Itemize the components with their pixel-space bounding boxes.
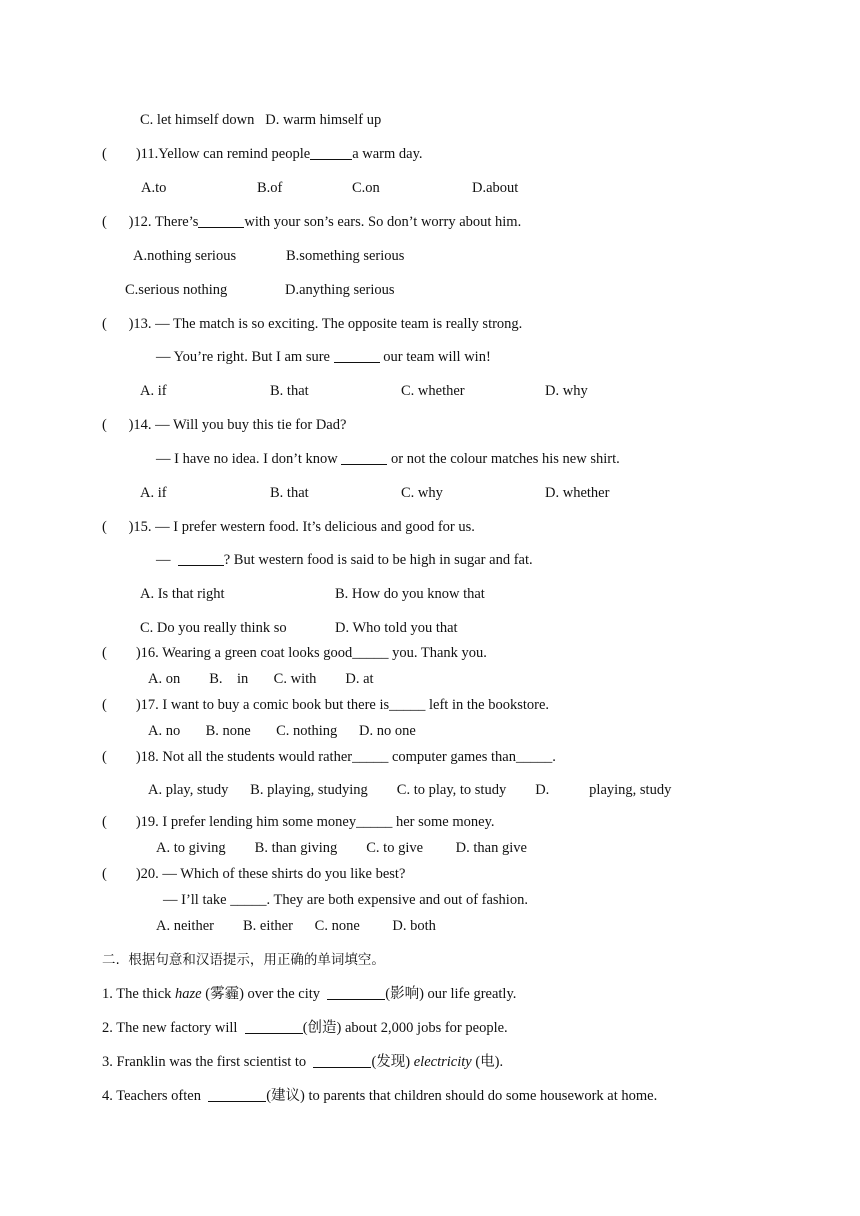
answer-blank[interactable] [341, 463, 387, 465]
q13-line [102, 315, 522, 333]
q19-options[interactable]: A. to giving B. than giving C. to give D. than give [156, 840, 527, 856]
question-stem: 17. I want to buy a comic book but there is_____ left in the bookstore. [140, 697, 550, 713]
answer-paren[interactable]: ( ) [102, 146, 141, 162]
answer-blank[interactable] [198, 226, 244, 228]
sentence-text: 1. The thick [102, 986, 176, 1002]
q18-options[interactable]: A. play, study B. playing, studying C. to play, to study D. playing, study [148, 782, 672, 798]
answer-paren[interactable]: ( ) [102, 866, 141, 882]
q20-line [102, 865, 405, 883]
answer-paren[interactable]: ( ) [102, 814, 141, 830]
q15-option-c[interactable]: C. Do you really think so [140, 620, 287, 636]
question-stem: 11.Yellow can remind people [140, 146, 311, 162]
answer-blank[interactable] [310, 158, 352, 160]
answer-paren[interactable]: ( ) [102, 645, 141, 661]
question-stem: 19. I prefer lending him some money_____ her some money. [140, 814, 495, 830]
reply-text-end: or not the colour matches his new shirt. [391, 451, 620, 467]
q14-line [102, 416, 346, 434]
q20-reply: — I’ll take _____. They are both expensive and out of fashion. [163, 892, 528, 908]
q12-option-a[interactable]: A.nothing serious [133, 248, 237, 264]
q11-option-d[interactable]: D.about [472, 180, 519, 196]
sentence-text: 3. Franklin was the first scientist to [102, 1054, 314, 1070]
question-stem: 20. — Which of these shirts do you like best? [140, 866, 406, 882]
q15-option-a[interactable]: A. Is that right [140, 586, 225, 602]
fill-blank[interactable] [208, 1100, 266, 1102]
q11-line [102, 145, 423, 163]
q12-option-c[interactable]: C.serious nothing [125, 282, 228, 298]
sentence-text-end: (建议) to parents that children should do some housework at home. [266, 1088, 658, 1104]
q14-option-c[interactable]: C. why [401, 485, 443, 501]
q15-option-b[interactable]: B. How do you know that [335, 586, 485, 602]
sentence-text-end: (创造) about 2,000 jobs for people. [302, 1020, 508, 1036]
q14-option-a[interactable]: A. if [140, 485, 167, 501]
fill-blank[interactable] [245, 1032, 303, 1034]
question-stem: 15. — I prefer western food. It’s delicious and good for us. [133, 519, 475, 535]
q16-options[interactable]: A. on B. in C. with D. at [148, 671, 374, 687]
fill-sentence-4 [102, 1087, 657, 1105]
q13-option-d[interactable]: D. why [545, 383, 588, 399]
reply-text: — I have no idea. I don’t know [156, 451, 338, 467]
sentence-italic: haze [175, 986, 202, 1002]
sentence-text: 2. The new factory will [102, 1020, 245, 1036]
sentence-text: (发现) [371, 1054, 414, 1070]
reply-text-end: our team will win! [383, 349, 491, 365]
q15-reply [156, 551, 533, 569]
q12-option-d[interactable]: D.anything serious [285, 282, 395, 298]
question-stem: 14. — Will you buy this tie for Dad? [133, 417, 347, 433]
reply-text: — You’re right. But I am sure [156, 349, 330, 365]
section2-heading: 二. 根据句意和汉语提示，用正确的单词填空。 [102, 952, 385, 968]
q16-line [102, 644, 487, 662]
answer-paren[interactable]: ( ) [102, 214, 134, 230]
fill-sentence-2 [102, 1019, 508, 1037]
q19-line [102, 813, 495, 831]
answer-blank[interactable] [178, 564, 224, 566]
question-stem: 13. — The match is so exciting. The opposite team is really strong. [133, 316, 523, 332]
q20-options[interactable]: A. neither B. either C. none D. both [156, 918, 436, 934]
q15-option-d[interactable]: D. Who told you that [335, 620, 458, 636]
q13-option-a[interactable]: A. if [140, 383, 167, 399]
answer-paren[interactable]: ( ) [102, 417, 134, 433]
sentence-text-end: (电). [471, 1054, 504, 1070]
question-stem: 12. There’s [133, 214, 199, 230]
q14-option-b[interactable]: B. that [270, 485, 309, 501]
fill-blank[interactable] [327, 998, 385, 1000]
reply-dash: — [156, 552, 171, 568]
sentence-text: (雾霾) over the city [201, 986, 328, 1002]
answer-paren[interactable]: ( ) [102, 749, 141, 765]
q12-option-b[interactable]: B.something serious [286, 248, 405, 264]
answer-blank[interactable] [334, 361, 380, 363]
fill-sentence-3 [102, 1053, 503, 1071]
q18-line [102, 748, 556, 766]
question-stem-end: a warm day. [352, 146, 423, 162]
question-stem: 18. Not all the students would rather_____ computer games than_____. [140, 749, 556, 765]
q13-option-c[interactable]: C. whether [401, 383, 465, 399]
q11-option-b[interactable]: B.of [257, 180, 283, 196]
q13-option-b[interactable]: B. that [270, 383, 309, 399]
q11-option-a[interactable]: A.to [141, 180, 167, 196]
sentence-italic: electricity [413, 1054, 472, 1070]
fill-sentence-1 [102, 985, 516, 1003]
q10-options: C. let himself down D. warm himself up [140, 112, 382, 128]
answer-paren[interactable]: ( ) [102, 697, 141, 713]
q14-reply [156, 450, 620, 468]
reply-text-end: ? But western food is said to be high in sugar and fat. [223, 552, 533, 568]
q13-reply [156, 348, 491, 366]
answer-paren[interactable]: ( ) [102, 519, 134, 535]
q17-line [102, 696, 549, 714]
fill-blank[interactable] [313, 1066, 371, 1068]
q17-options[interactable]: A. no B. none C. nothing D. no one [148, 723, 416, 739]
question-stem: 16. Wearing a green coat looks good_____ you. Thank you. [140, 645, 487, 661]
q11-option-c[interactable]: C.on [352, 180, 380, 196]
q14-option-d[interactable]: D. whether [545, 485, 610, 501]
q15-line [102, 518, 475, 536]
sentence-text-end: (影响) our life greatly. [385, 986, 517, 1002]
question-stem-end: with your son’s ears. So don’t worry about him. [244, 214, 522, 230]
q12-line [102, 213, 521, 231]
answer-paren[interactable]: ( ) [102, 316, 134, 332]
sentence-text: 4. Teachers often [102, 1088, 209, 1104]
